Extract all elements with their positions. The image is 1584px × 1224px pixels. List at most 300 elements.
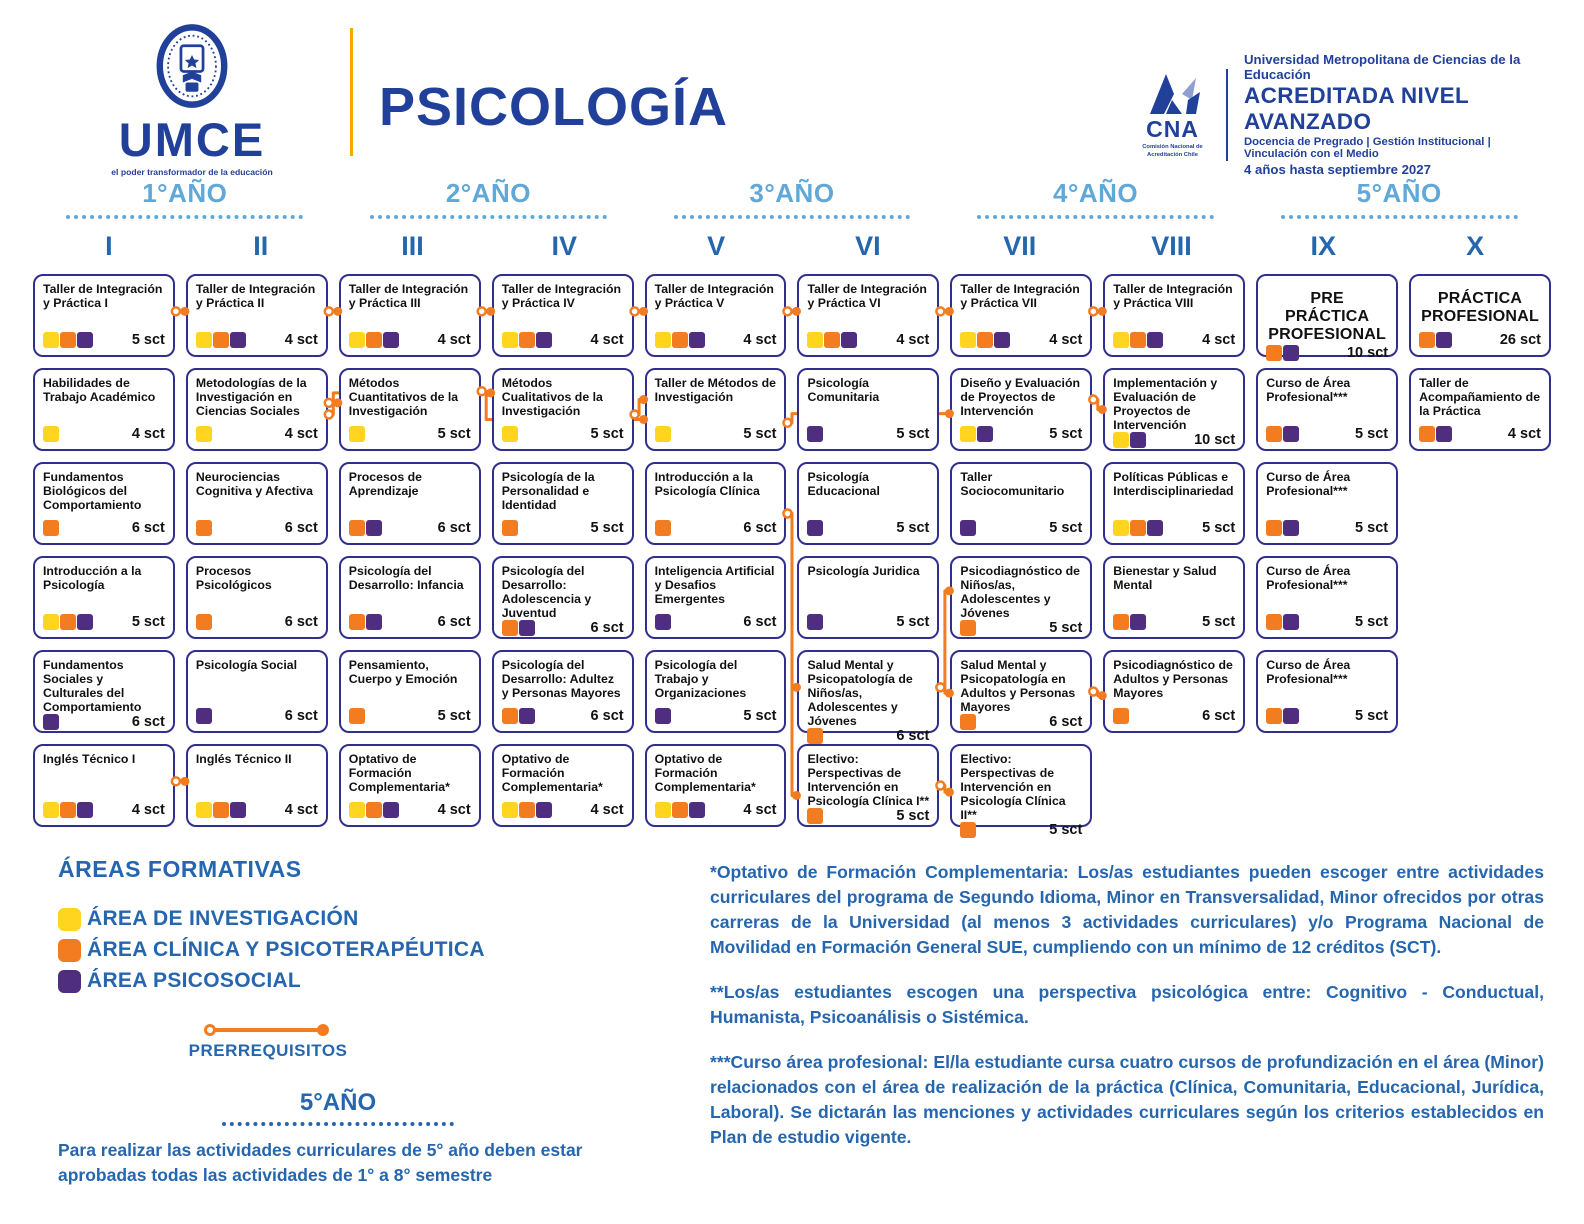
course-card <box>339 744 481 827</box>
area-squares <box>807 614 824 630</box>
area-squares <box>807 520 824 536</box>
area-clinica-square <box>60 332 76 348</box>
area-squares <box>196 802 247 818</box>
cna-logo <box>1136 70 1210 159</box>
course-title: Fundamentos Sociales y Culturales del Comportamiento <box>43 658 142 715</box>
course-title: Curso de Área Profesional*** <box>1266 470 1351 499</box>
area-clinica-square <box>807 808 823 824</box>
footnote-lead: ***Curso área profesional: <box>710 1051 929 1072</box>
area-investigacion-square <box>196 332 212 348</box>
semester-header: IV <box>551 231 578 261</box>
area-clinica-square <box>519 802 535 818</box>
area-clinica-square <box>807 728 823 744</box>
area-squares <box>807 728 824 744</box>
area-psicosocial-square <box>960 520 976 536</box>
area-clinica-square <box>672 332 688 348</box>
course-credits: 4 sct <box>131 426 165 442</box>
area-psicosocial-square <box>1130 432 1146 448</box>
course-credits: 4 sct <box>1507 426 1541 442</box>
area-squares <box>43 426 60 442</box>
area-clinica-square <box>1266 520 1282 536</box>
area-psicosocial-square <box>994 332 1010 348</box>
course-credits: 4 sct <box>743 332 777 348</box>
course-card <box>1409 368 1551 451</box>
area-squares <box>1266 345 1300 361</box>
area-squares <box>502 332 553 348</box>
area-psicosocial-square <box>689 332 705 348</box>
area-squares <box>1113 432 1147 448</box>
course-title: Psicología de la Personalidad e Identidad <box>501 470 595 513</box>
area-squares <box>196 332 247 348</box>
year-dotted-line <box>370 215 607 219</box>
course-credits: 4 sct <box>743 802 777 818</box>
area-investigacion-square <box>655 332 671 348</box>
course-title: Psicología Juridica <box>807 564 920 578</box>
page-header <box>0 0 1584 177</box>
semester-header: VI <box>855 231 881 261</box>
area-psicosocial-square <box>1147 520 1163 536</box>
course-credits: 6 sct <box>437 614 471 630</box>
area-clinica-square <box>60 802 76 818</box>
area-squares <box>43 802 94 818</box>
course-card <box>797 744 939 827</box>
area-investigacion-square <box>960 332 976 348</box>
course-card <box>339 556 481 639</box>
area-clinica-square <box>1266 614 1282 630</box>
accreditation-text <box>1244 52 1544 177</box>
course-title: Habilidades de Trabajo Académico <box>43 376 156 405</box>
course-credits: 10 sct <box>1194 432 1236 449</box>
area-psicosocial-square <box>807 614 823 630</box>
area-psicosocial-square <box>1283 708 1299 724</box>
area-squares <box>960 620 977 636</box>
course-credits: 5 sct <box>131 332 165 348</box>
footnote-text: El/la estudiante cursa cuatro cursos de profundización en el área (Minor) relacionados con el área de realización de la práctica (Clínica, Comunitaria, Educacional, Jurídica, Laboral). Se dictarán las menciones y actividades curriculares según los criterios establecidos en Plan de estudio vigente. <box>710 1051 1544 1147</box>
course-title: Salud Mental y Psicopatología de Niños/as, Adolescentes y Jóvenes <box>807 658 913 729</box>
course-card <box>950 462 1092 545</box>
area-psicosocial-square <box>1130 614 1146 630</box>
area-investigacion-square <box>502 332 518 348</box>
course-title: Electivo: Perspectivas de Intervención en Psicología Clínica II** <box>960 752 1066 823</box>
year-header <box>33 178 337 219</box>
course-title: Taller de Integración y Práctica II <box>195 282 316 311</box>
course-title: Taller de Integración y Práctica VII <box>960 282 1080 311</box>
year-dotted-line <box>66 215 303 219</box>
area-psicosocial-square <box>230 332 246 348</box>
course-card <box>950 556 1092 639</box>
course-card <box>950 368 1092 451</box>
course-title: Psicología del Trabajo y Organizaciones <box>654 658 747 701</box>
area-squares <box>807 332 858 348</box>
course-title: Taller de Integración y Práctica III <box>348 282 469 311</box>
year-dotted-line <box>1281 215 1518 219</box>
course-credits: 5 sct <box>743 708 777 724</box>
course-card <box>492 556 634 639</box>
course-card <box>492 462 634 545</box>
course-card <box>1256 556 1398 639</box>
area-squares <box>502 426 519 442</box>
semester-header: II <box>253 231 269 261</box>
area-psicosocial-square <box>77 332 93 348</box>
legend-item <box>58 969 618 993</box>
area-squares <box>349 520 383 536</box>
course-credits: 6 sct <box>590 620 624 637</box>
area-investigacion-square <box>1113 432 1129 448</box>
course-card <box>186 274 328 357</box>
course-card <box>1103 650 1245 733</box>
area-psicosocial-square <box>196 708 212 724</box>
course-title: Salud Mental y Psicopatología en Adultos y Personas Mayores <box>960 658 1076 715</box>
umce-seal-icon <box>146 18 238 114</box>
area-psicosocial-square <box>655 614 671 630</box>
course-credits: 26 sct <box>1499 332 1541 348</box>
area-squares <box>43 332 94 348</box>
course-title: Procesos Psicológicos <box>195 564 272 593</box>
semester-header: I <box>105 231 113 261</box>
area-psicosocial-square <box>977 426 993 442</box>
legend-label: ÁREA PSICOSOCIAL <box>87 969 302 992</box>
cna-wordmark: CNA <box>1146 115 1199 142</box>
course-card <box>1256 462 1398 545</box>
area-squares <box>960 332 1011 348</box>
course-title: Inglés Técnico II <box>195 752 292 766</box>
course-title: Taller de Integración y Práctica V <box>654 282 774 311</box>
footnote-lead: **Los/as estudiantes escogen una perspectiva psicológica entre: <box>710 981 1312 1002</box>
course-card <box>645 368 787 451</box>
course-title: Fundamentos Biológicos del Comportamiento <box>43 470 142 513</box>
course-card <box>1409 274 1551 357</box>
course-credits: 5 sct <box>1355 614 1389 630</box>
footnotes <box>710 860 1544 1189</box>
umce-wordmark: UMCE <box>118 113 266 166</box>
course-credits: 6 sct <box>743 520 777 536</box>
course-credits: 5 sct <box>896 426 930 442</box>
area-clinica-square <box>1266 426 1282 442</box>
area-clinica-square <box>1130 520 1146 536</box>
course-credits: 5 sct <box>590 520 624 536</box>
course-card <box>950 274 1092 357</box>
area-psicosocial-square <box>519 708 535 724</box>
area-squares <box>43 614 94 630</box>
course-credits: 4 sct <box>437 802 471 818</box>
course-credits: 4 sct <box>131 802 165 818</box>
course-credits: 5 sct <box>743 426 777 442</box>
course-credits: 5 sct <box>896 520 930 536</box>
area-clinica-square <box>349 614 365 630</box>
course-card <box>797 274 939 357</box>
course-card <box>1256 274 1398 361</box>
course-card <box>645 274 787 357</box>
area-investigacion-square <box>43 614 59 630</box>
area-squares <box>349 708 366 724</box>
course-credits: 5 sct <box>1049 822 1083 839</box>
area-clinica-square <box>519 332 535 348</box>
legend-label: ÁREA DE INVESTIGACIÓN <box>87 907 359 930</box>
area-clinica-square <box>960 714 976 730</box>
header-divider <box>350 28 353 156</box>
area-squares <box>1113 520 1164 536</box>
legend-item <box>58 938 618 962</box>
course-title: Taller de Integración y Práctica I <box>43 282 163 311</box>
course-title: Pensamiento, Cuerpo y Emoción <box>348 658 458 687</box>
legend <box>58 856 618 1189</box>
area-squares <box>655 708 672 724</box>
area-investigacion-square <box>349 802 365 818</box>
area-investigacion-square <box>502 802 518 818</box>
area-squares <box>655 802 706 818</box>
page-title: PSICOLOGÍA <box>379 77 729 137</box>
footnote-lead: *Optativo de Formación Complementaria: <box>710 862 1069 882</box>
area-clinica-square <box>672 802 688 818</box>
area-psicosocial-square <box>230 802 246 818</box>
semester-header: IX <box>1310 231 1337 261</box>
area-squares <box>349 426 366 442</box>
area-squares <box>655 520 672 536</box>
area-clinica-square <box>43 520 59 536</box>
area-squares <box>1419 426 1453 442</box>
area-clinica-square <box>1113 614 1129 630</box>
area-investigacion-square <box>43 802 59 818</box>
course-credits: 4 sct <box>284 802 318 818</box>
area-psicosocial-square <box>1436 426 1452 442</box>
area-clinica-square <box>960 620 976 636</box>
course-card <box>1103 556 1245 639</box>
course-title: Diseño y Evaluación de Proyectos de Intervención <box>960 376 1080 419</box>
course-card <box>33 274 175 357</box>
course-credits: 6 sct <box>284 708 318 724</box>
area-clinica-square <box>1266 345 1282 361</box>
area-clinica-square <box>824 332 840 348</box>
area-squares <box>1419 332 1453 348</box>
year-label: 5°AÑO <box>1356 178 1442 208</box>
semester-header: VII <box>1003 231 1037 261</box>
course-credits: 6 sct <box>896 728 930 745</box>
area-clinica-square <box>502 520 518 536</box>
course-card <box>950 650 1092 733</box>
course-card <box>645 462 787 545</box>
area-investigacion-square <box>655 802 671 818</box>
course-title: PRÁCTICA PROFESIONAL <box>1421 290 1539 326</box>
cna-subtitle: Comisión Nacional de Acreditación Chile <box>1142 143 1203 158</box>
area-squares <box>1266 520 1300 536</box>
course-card <box>186 650 328 733</box>
area-clinica-square <box>196 520 212 536</box>
umce-tagline: el poder transformador de la educación <box>111 167 273 177</box>
course-credits: 5 sct <box>131 614 165 630</box>
area-squares <box>502 802 553 818</box>
area-clinica-square <box>213 802 229 818</box>
course-card <box>1256 368 1398 451</box>
area-psicosocial-square <box>1283 345 1299 361</box>
semester-header: X <box>1466 231 1485 261</box>
course-title: Neurociencias Cognitiva y Afectiva <box>195 470 313 499</box>
area-squares <box>349 332 400 348</box>
course-title: Métodos Cuantitativos de la Investigación <box>348 376 459 419</box>
course-title: Implementación y Evaluación de Proyectos de Intervención <box>1113 376 1218 433</box>
course-title: Taller Sociocomunitario <box>960 470 1065 499</box>
semester-header: V <box>707 231 726 261</box>
area-squares <box>196 614 213 630</box>
course-card <box>1256 650 1398 733</box>
course-card <box>186 744 328 827</box>
legend-square <box>58 908 81 931</box>
area-investigacion-square <box>960 426 976 442</box>
area-squares <box>349 614 383 630</box>
area-clinica-square <box>960 822 976 838</box>
accreditation-university: Universidad Metropolitana de Ciencias de la Educación <box>1244 52 1521 82</box>
area-squares <box>655 426 672 442</box>
area-psicosocial-square <box>77 614 93 630</box>
course-card <box>1103 462 1245 545</box>
course-card <box>33 368 175 451</box>
legend-item <box>58 907 618 931</box>
semesters-row <box>33 231 1551 262</box>
year-label: 4°AÑO <box>1053 178 1139 208</box>
footnote-text: Cognitivo - Conductual, Humanista, Psicoanálisis o Sistémica. <box>710 981 1544 1027</box>
course-card <box>797 650 939 745</box>
area-squares <box>1113 614 1147 630</box>
area-squares <box>502 520 519 536</box>
area-psicosocial-square <box>366 614 382 630</box>
area-psicosocial-square <box>1147 332 1163 348</box>
course-card <box>797 368 939 451</box>
area-clinica-square <box>349 708 365 724</box>
course-credits: 4 sct <box>1202 332 1236 348</box>
cna-accreditation <box>1136 52 1545 177</box>
course-title: Optativo de Formación Complementaria* <box>348 752 450 795</box>
course-card <box>33 744 175 827</box>
course-credits: 6 sct <box>131 714 165 731</box>
year-dotted-line <box>674 215 911 219</box>
course-title: Taller de Integración y Práctica VIII <box>1113 282 1233 311</box>
area-squares <box>43 520 60 536</box>
area-squares <box>43 714 60 730</box>
course-card <box>33 556 175 639</box>
area-psicosocial-square <box>43 714 59 730</box>
area-psicosocial-square <box>841 332 857 348</box>
year-label: 2°AÑO <box>445 178 531 208</box>
course-title: Introducción a la Psicología Clínica <box>654 470 760 499</box>
course-title: Procesos de Aprendizaje <box>348 470 422 499</box>
course-title: Psicología del Desarrollo: Adolescencia y Juventud <box>501 564 592 621</box>
area-psicosocial-square <box>689 802 705 818</box>
footnote <box>710 980 1544 1030</box>
area-psicosocial-square <box>1436 332 1452 348</box>
course-card <box>1103 368 1245 451</box>
area-clinica-square <box>349 520 365 536</box>
course-title: Psicodiagnóstico de Adultos y Personas Mayores <box>1113 658 1233 701</box>
course-card <box>339 462 481 545</box>
area-investigacion-square <box>196 802 212 818</box>
course-title: Taller de Acompañamiento de la Práctica <box>1419 376 1541 419</box>
course-title: Métodos Cualitativos de la Investigación <box>501 376 603 419</box>
area-investigacion-square <box>349 332 365 348</box>
course-credits: 10 sct <box>1346 344 1389 361</box>
area-squares <box>1113 708 1130 724</box>
course-credits: 6 sct <box>1202 708 1236 724</box>
cna-divider <box>1226 69 1229 161</box>
course-credits: 5 sct <box>1049 620 1083 637</box>
area-investigacion-square <box>655 426 671 442</box>
course-title: Curso de Área Profesional*** <box>1266 658 1351 687</box>
area-investigacion-square <box>196 426 212 442</box>
course-credits: 5 sct <box>590 426 624 442</box>
course-credits: 4 sct <box>590 802 624 818</box>
area-squares <box>960 426 994 442</box>
course-credits: 6 sct <box>131 520 165 536</box>
course-title: Curso de Área Profesional*** <box>1266 376 1351 405</box>
area-clinica-square <box>655 520 671 536</box>
course-title: Taller de Integración y Práctica IV <box>501 282 622 311</box>
course-card <box>186 462 328 545</box>
year-header <box>640 178 944 219</box>
umce-logo <box>58 18 326 177</box>
footnote <box>710 860 1544 960</box>
course-credits: 6 sct <box>437 520 471 536</box>
course-credits: 5 sct <box>1202 520 1236 536</box>
area-clinica-square <box>502 708 518 724</box>
area-squares <box>1266 426 1300 442</box>
area-psicosocial-square <box>536 332 552 348</box>
course-card <box>492 650 634 733</box>
area-squares <box>807 426 824 442</box>
area-investigacion-square <box>807 332 823 348</box>
course-credits: 6 sct <box>743 614 777 630</box>
course-credits: 6 sct <box>284 520 318 536</box>
course-card <box>1103 274 1245 357</box>
course-card <box>33 650 175 733</box>
area-squares <box>807 808 824 824</box>
area-squares <box>196 426 213 442</box>
area-squares <box>960 822 977 838</box>
area-clinica-square <box>977 332 993 348</box>
area-squares <box>502 620 536 636</box>
area-clinica-square <box>1419 426 1435 442</box>
bottom-section <box>58 856 1544 1189</box>
area-squares <box>502 708 536 724</box>
year-label: 3°AÑO <box>749 178 835 208</box>
course-credits: 5 sct <box>1049 520 1083 536</box>
area-psicosocial-square <box>536 802 552 818</box>
course-title: Introducción a la Psicología <box>43 564 142 593</box>
course-title: Metodologías de la Investigación en Ciencias Sociales <box>195 376 307 419</box>
area-squares <box>196 708 213 724</box>
area-psicosocial-square <box>1283 614 1299 630</box>
area-clinica-square <box>1113 708 1129 724</box>
course-title: Psicodiagnóstico de Niños/as, Adolescentes y Jóvenes <box>960 564 1080 621</box>
area-psicosocial-square <box>807 520 823 536</box>
course-card <box>645 744 787 827</box>
course-title: PRE PRÁCTICA PROFESIONAL <box>1268 290 1387 344</box>
course-credits: 5 sct <box>1355 520 1389 536</box>
course-title: Bienestar y Salud Mental <box>1113 564 1217 593</box>
course-card <box>186 368 328 451</box>
legend-square <box>58 970 81 993</box>
course-title: Inteligencia Artificial y Desafios Emergentes <box>654 564 775 607</box>
area-investigacion-square <box>349 426 365 442</box>
area-psicosocial-square <box>1283 426 1299 442</box>
year5-title: 5°AÑO <box>299 1089 377 1116</box>
course-title: Psicología Comunitaria <box>807 376 880 405</box>
course-credits: 5 sct <box>1202 614 1236 630</box>
area-psicosocial-square <box>77 802 93 818</box>
course-credits: 5 sct <box>1355 426 1389 442</box>
semester-header: VIII <box>1151 231 1192 261</box>
course-title: Psicología del Desarrollo: Infancia <box>348 564 464 593</box>
course-title: Psicología Educacional <box>807 470 880 499</box>
legend-square <box>58 939 81 962</box>
course-credits: 4 sct <box>437 332 471 348</box>
